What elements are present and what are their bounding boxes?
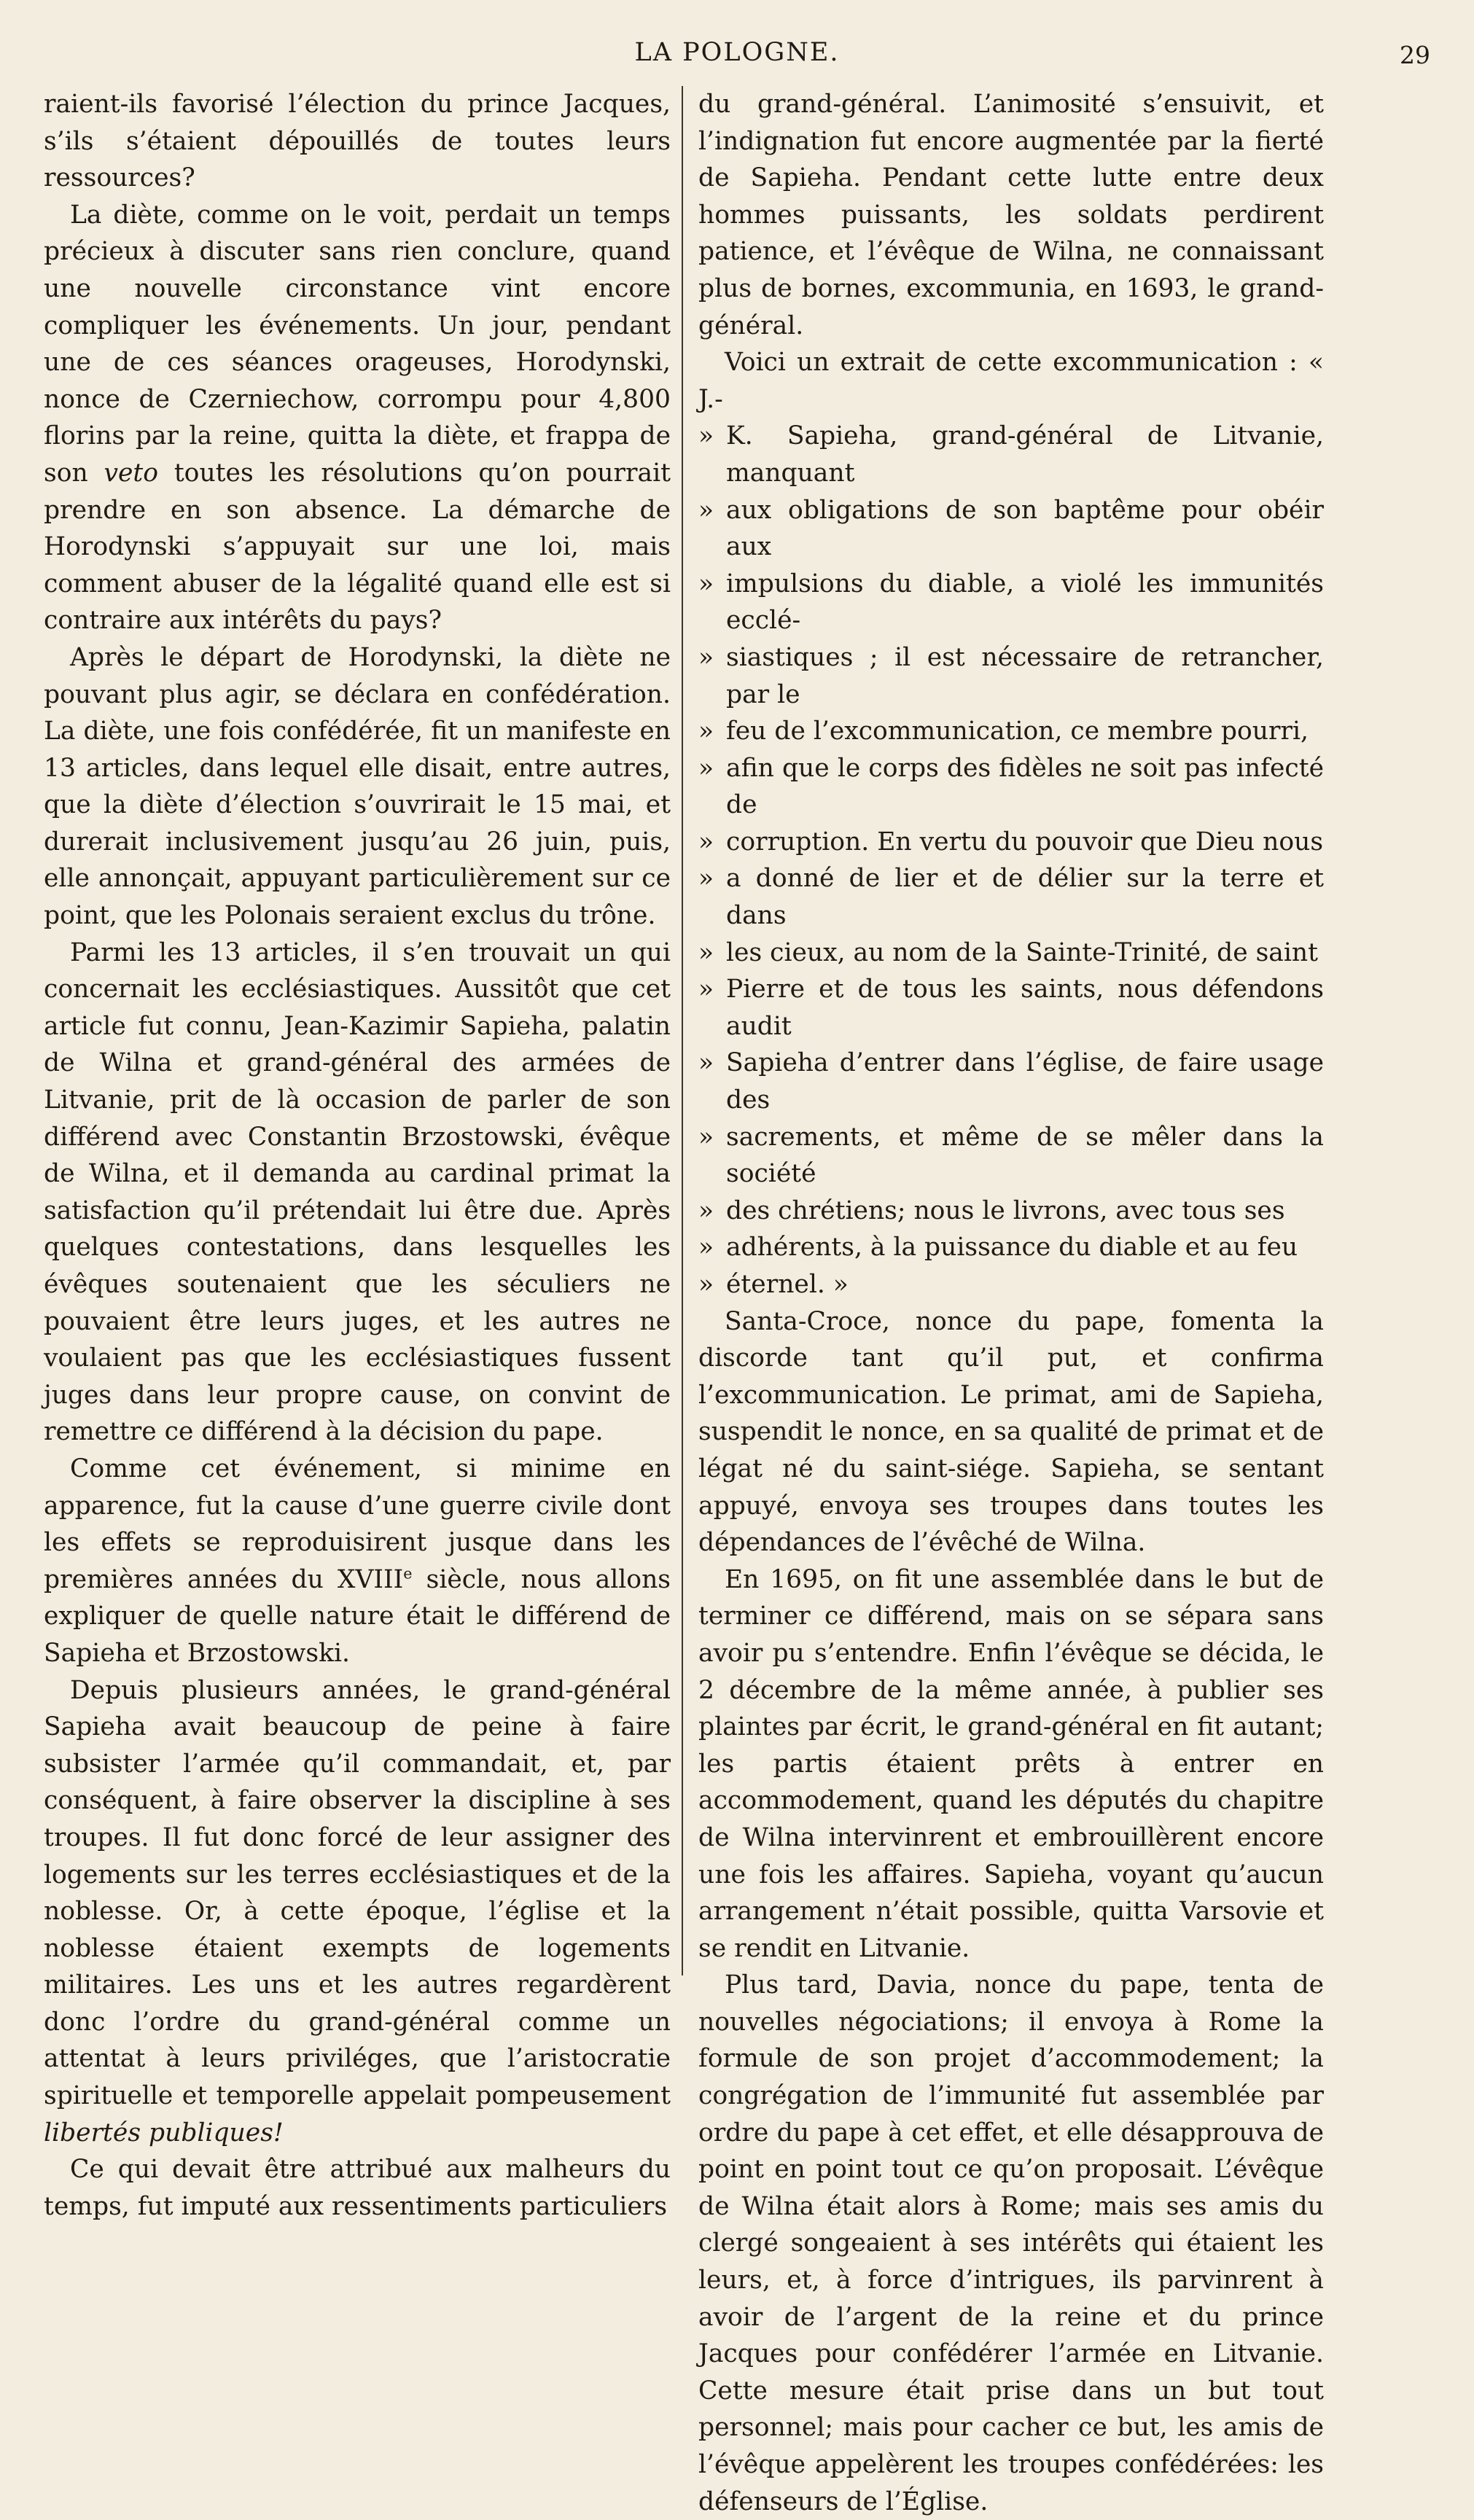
quote-mark: » — [698, 1122, 714, 1152]
quote-mark: » — [698, 1233, 714, 1263]
quote-mark: » — [698, 495, 714, 525]
paragraph: raient-ils favorisé l’élection du prince Jacques, s’ils s’étaient dépouillés de toutes leurs ressources? — [44, 90, 671, 193]
quote-line — [698, 824, 1324, 861]
quote-mark: » — [698, 569, 714, 598]
paragraph: Ce qui devait être attribué aux malheurs du temps, fut imputé aux ressentiments particuliers — [44, 2155, 671, 2221]
quote-line-text: les cieux, au nom de la Sainte-Trinité, de saint — [726, 937, 1318, 967]
quote-mark: » — [698, 642, 714, 672]
quote-line-text: K. Sapieha, grand-général de Litvanie, manquant — [726, 421, 1324, 488]
quote-line-text: siastiques ; il est nécessaire de retrancher, par le — [726, 642, 1324, 709]
quote-line-text: adhérents, à la puissance du diable et au feu — [726, 1233, 1298, 1263]
paragraph — [44, 197, 671, 639]
paragraph — [44, 1672, 671, 2152]
quote-line — [698, 418, 1324, 491]
superscript: e — [403, 1564, 413, 1583]
quote-line-text: aux obligations de son baptême pour obéir aux — [726, 495, 1324, 562]
quote-line — [698, 639, 1324, 713]
quote-line — [698, 492, 1324, 566]
quote-line-text: sacrements, et même de se mêler dans la société — [726, 1122, 1324, 1189]
quote-line-text: feu de l’excommunication, ce membre pourri, — [726, 717, 1309, 746]
quote-line — [698, 566, 1324, 639]
text-run: siècle, nous allons expliquer de quelle nature était le différend de Sapieha et Brzostowski. — [44, 1564, 671, 1668]
quote-line-text: des chrétiens; nous le livrons, avec tous ses — [726, 1195, 1285, 1225]
paragraph: Parmi les 13 articles, il s’en trouvait un qui concernait les ecclésiastiques. Aussitôt que cet article fut connu, Jean-Kazimir Sapieha, palatin de Wilna et grand-général des armées de Litvanie, prit de là occasion de parler de son différend avec Constantin Brzostowski, évêque de Wilna, et il demanda au cardinal primat la satisfaction qu’il prétendait lui être due. Après quelques contestations, dans lesquelles les évêques soutenaient que les séculiers ne pouvaient être leurs juges, et les autres ne voulaient pas que les ecclésiastiques fussent juges dans leur propre cause, on convint de remettre ce différend à la décision du pape. — [44, 937, 671, 1447]
quote-line — [698, 1266, 1324, 1303]
column-rule — [682, 86, 683, 1975]
quote-line — [698, 750, 1324, 824]
text-run: Depuis plusieurs années, le grand-général Sapieha avait beaucoup de peine à faire subsister l’armée qu’il commandait, et, par conséquent, à faire observer la discipline à ses troupes. Il fut donc forcé de leur assigner des logements sur les terres ecclésiastiques et de la noblesse. Or, à cette époque, l’église et la noblesse étaient exempts de logements militaires. Les uns et les autres regardèrent donc l’ordre du grand-général comme un attentat à leurs priviléges, que l’aristocratie spirituelle et temporelle appelait pompeusement — [44, 1675, 671, 2111]
paragraph: Plus tard, Davia, nonce du pape, tenta de nouvelles négociations; il envoya à Rome la formule de son projet d’accommodement; la congrégation de l’immunité fut assemblée par ordre du pape à cet effet, et elle désapprouva de point en point tout ce qu’on proposait. L’évêque de Wilna était alors à Rome; mais ses amis du clergé songeaient à ses intérêts qui étaient les leurs, et, à force d’intrigues, ils parvinrent à avoir de l’argent de la reine et du prince Jacques pour confédérer l’armée en Litvanie. Cette mesure était prise dans un but tout personnel; mais pour cacher ce but, les amis de l’évêque appelèrent les troupes confédérées: les défenseurs de l’Église. — [698, 1970, 1324, 2516]
quote-mark: » — [698, 1048, 714, 1078]
right-column — [698, 86, 1324, 2520]
quote-mark: » — [698, 421, 714, 451]
text-run: Comme cet événement, si minime en apparence, fut la cause d’une guerre civile dont les effets se reproduisirent jusque dans les premières années du XVIII — [44, 1454, 671, 1594]
left-column — [44, 86, 671, 2225]
quote-line — [698, 860, 1324, 934]
quote-line — [698, 1229, 1324, 1266]
page-number: 29 — [1400, 41, 1430, 69]
quote-line — [698, 1045, 1324, 1118]
page-header — [44, 38, 1430, 82]
quote-intro: Voici un extrait de cette excommunication : « J.- — [698, 348, 1324, 414]
quote-mark: » — [698, 717, 714, 746]
running-title: LA POLOGNE. — [634, 38, 840, 67]
paragraph — [44, 1451, 671, 1672]
quote-line-text: éternel. » — [726, 1270, 849, 1299]
quote-mark: » — [698, 1195, 714, 1225]
quote-line-text: a donné de lier et de délier sur la terre et dans — [726, 864, 1324, 931]
quote-mark: » — [698, 975, 714, 1005]
italic-term: libertés publiques! — [44, 2118, 284, 2148]
quote-line-text: Sapieha d’entrer dans l’église, de faire usage des — [726, 1048, 1324, 1115]
text-run: toutes les résolutions qu’on pourrait prendre en son absence. La démarche de Horodynski s’appuyait sur une loi, mais comment abuser de la légalité quand elle est si contraire aux intérêts du pays? — [44, 458, 671, 636]
quote-line-text: Pierre et de tous les saints, nous défendons audit — [726, 975, 1324, 1041]
quote-mark: » — [698, 1270, 714, 1299]
quote-line — [698, 935, 1324, 972]
italic-term: veto — [104, 458, 159, 488]
text-run: La diète, comme on le voit, perdait un temps précieux à discuter sans rien conclure, quand une nouvelle circonstance vint encore compliquer les événements. Un jour, pendant une de ces séances orageuses, Horodynski, nonce de Czerniechow, corrompu pour 4,800 florins par la reine, quitta la diète, et frappa de son — [44, 200, 671, 488]
quote-mark: » — [698, 827, 714, 857]
quote-line — [698, 713, 1324, 750]
quote-mark: » — [698, 864, 714, 894]
quote-line-text: impulsions du diable, a violé les immunités ecclé- — [726, 569, 1324, 636]
paragraph: Santa-Croce, nonce du pape, fomenta la discorde tant qu’il put, et confirma l’excommunication. Le primat, ami de Sapieha, suspendit le nonce, en sa qualité de primat et de légat né du saint-siége. Sapieha, se sentant appuyé, envoya ses troupes dans toutes les dépendances de l’évêché de Wilna. — [698, 1306, 1324, 1558]
paragraph: Après le départ de Horodynski, la diète ne pouvant plus agir, se déclara en confédération. La diète, une fois confédérée, fit un manifeste en 13 articles, dans lequel elle disait, entre autres, que la diète d’élection s’ouvrirait le 15 mai, et durerait inclusivement jusqu’au 26 juin, puis, elle annonçait, appuyant particulièrement sur ce point, que les Polonais seraient exclus du trône. — [44, 642, 671, 931]
paragraph: En 1695, on fit une assemblée dans le but de terminer ce différend, mais on se sépara sans avoir pu s’entendre. Enfin l’évêque se décida, le 2 décembre de la même année, à publier ses plaintes par écrit, le grand-général en fit autant; les partis étaient prêts à entrer en accommodement, quand les députés du chapitre de Wilna intervinrent et embrouillèrent encore une fois les affaires. Sapieha, voyant qu’aucun arrangement n’était possible, quitta Varsovie et se rendit en Litvanie. — [698, 1564, 1324, 1963]
excommunication-quote — [698, 418, 1324, 1303]
quote-line — [698, 1119, 1324, 1193]
quote-mark: » — [698, 937, 714, 967]
quote-mark: » — [698, 753, 714, 783]
quote-line-text: afin que le corps des fidèles ne soit pas infecté de — [726, 753, 1324, 820]
quote-line-text: corruption. En vertu du pouvoir que Dieu nous — [726, 827, 1324, 857]
quote-line — [698, 971, 1324, 1045]
quote-line — [698, 1193, 1324, 1230]
paragraph: du grand-général. L’animosité s’ensuivit, et l’indignation fut encore augmentée par la fierté de Sapieha. Pendant cette lutte entre deux hommes puissants, les soldats perdirent patience, et l’évêque de Wilna, ne connaissant plus de bornes, excommunia, en 1693, le grand-général. — [698, 90, 1324, 340]
